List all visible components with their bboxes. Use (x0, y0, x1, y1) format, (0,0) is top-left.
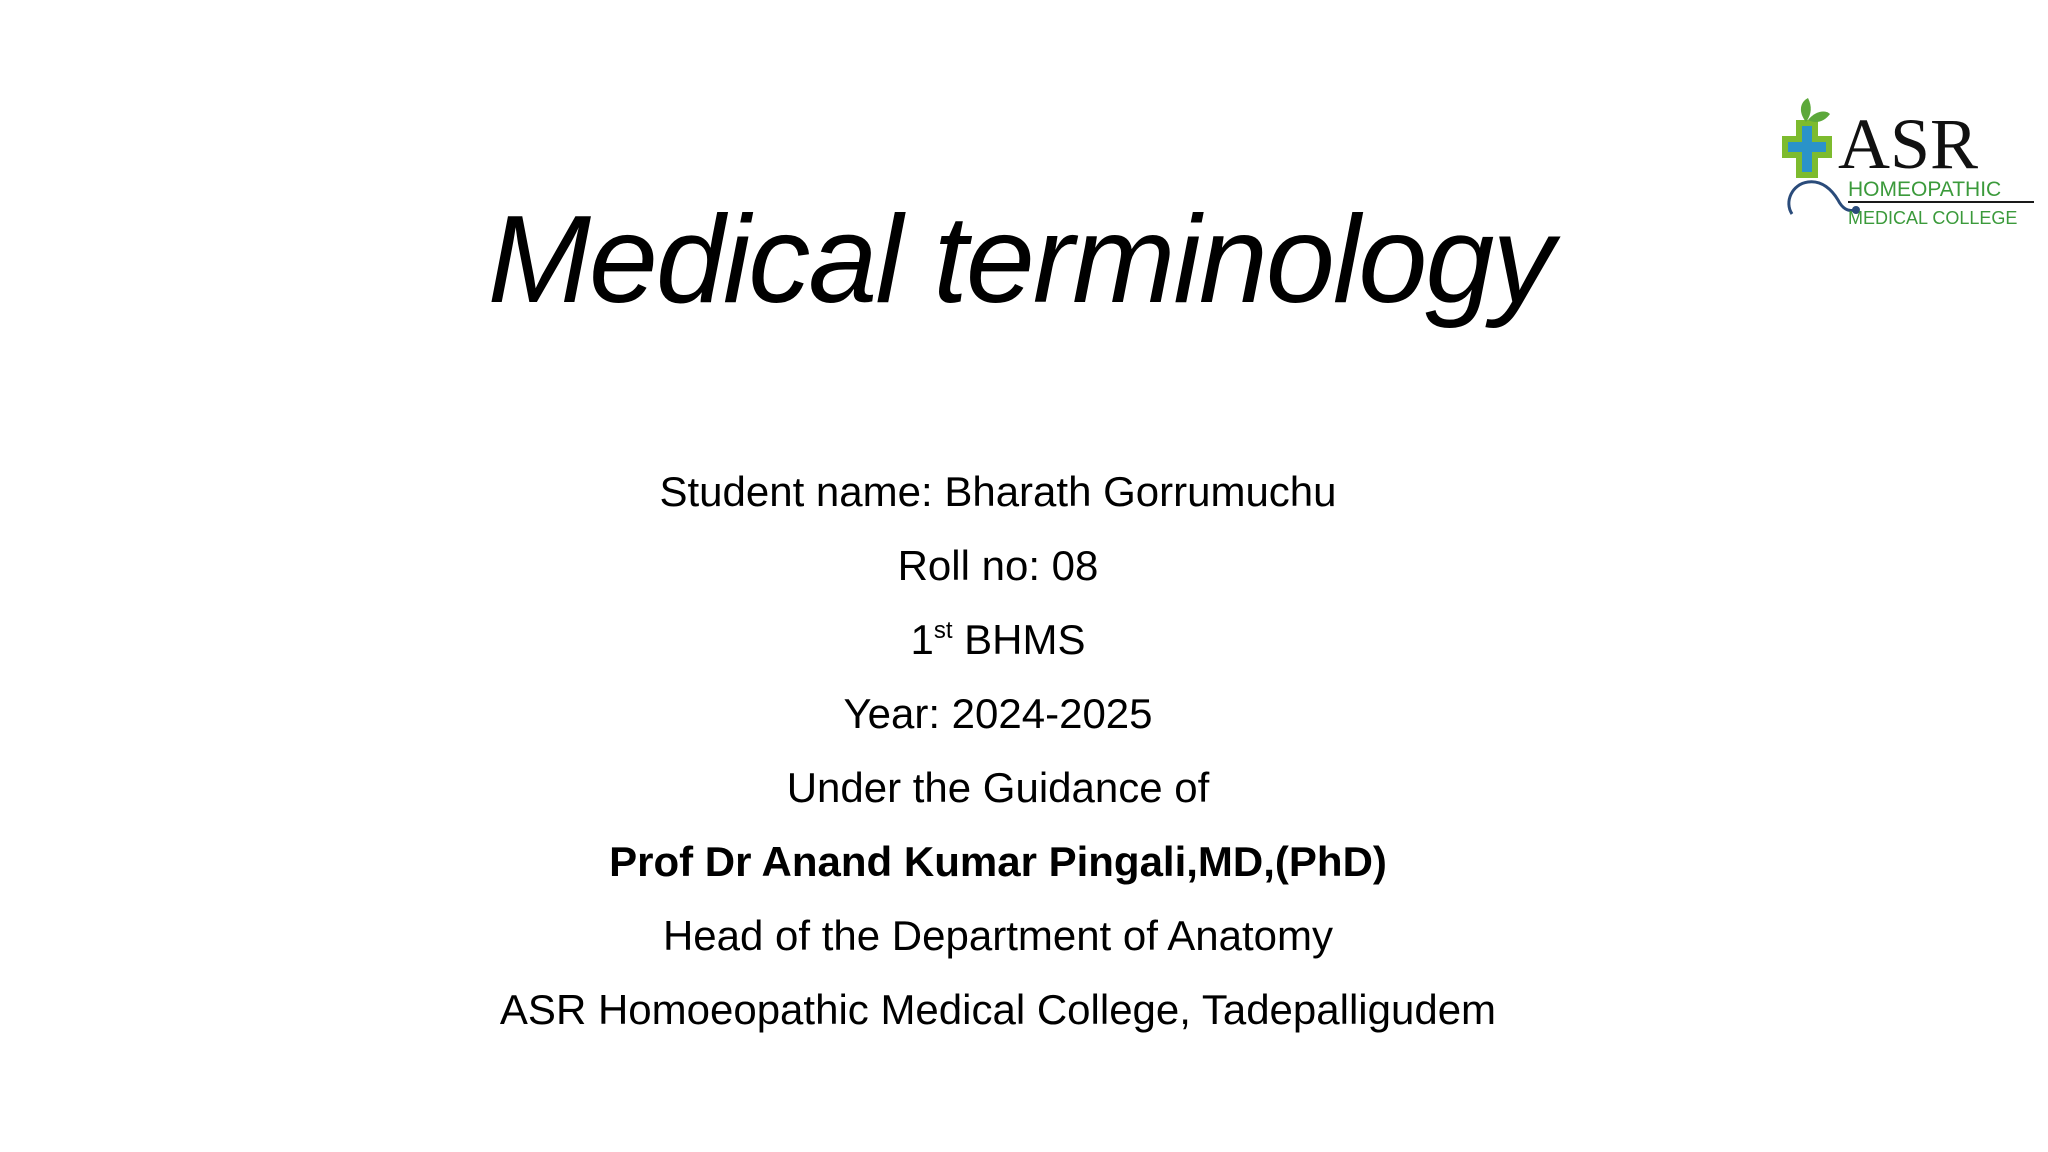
guide-name: Prof Dr Anand Kumar Pingali,MD,(PhD) (609, 838, 1387, 885)
guidance-label: Under the Guidance of (786, 764, 1210, 811)
guide-role: Head of the Department of Anatomy (662, 912, 1334, 959)
class-ordinal-suffix: st (933, 617, 953, 644)
roll-number: Roll no: 08 (897, 542, 1099, 589)
slide-title: Medical terminology (487, 191, 1553, 329)
class-number: 1 (910, 616, 934, 663)
logo-line1: HOMEOPATHIC (1848, 178, 2002, 201)
presenter-info (0, 455, 1996, 1047)
student-name: Student name: Bharath Gorrumuchu (659, 468, 1337, 515)
class-year (0, 603, 1996, 677)
logo-line2: MEDICAL COLLEGE (1848, 208, 2018, 228)
academic-year: Year: 2024-2025 (843, 690, 1153, 737)
college-name: ASR Homoeopathic Medical College, Tadepalligudem (499, 986, 1497, 1033)
class-name: BHMS (952, 616, 1086, 663)
logo-name: ASR (1838, 104, 1979, 184)
college-logo (1778, 92, 2038, 232)
